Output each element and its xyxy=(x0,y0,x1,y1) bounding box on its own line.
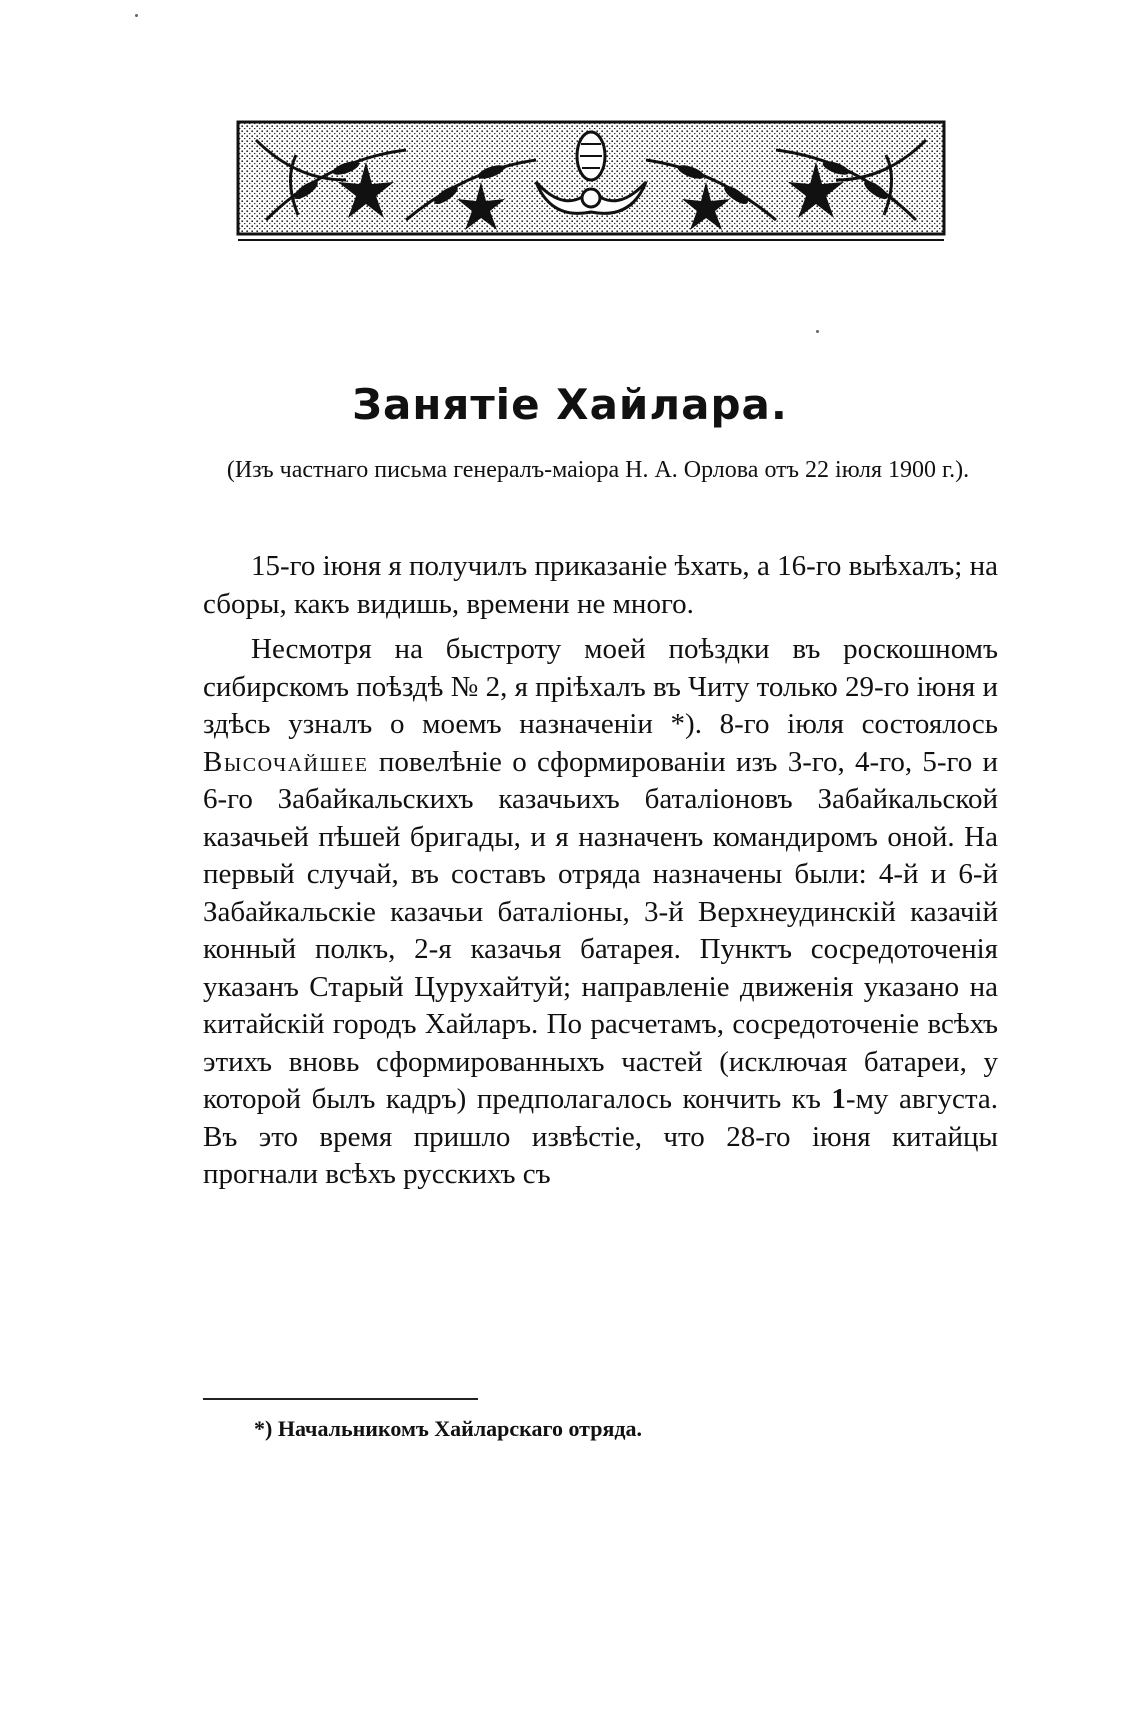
print-speck xyxy=(135,14,138,17)
footnote: *) Начальникомъ Хайларскаго отряда. xyxy=(254,1416,643,1441)
paragraph-2-part-a: Несмотря на быстроту моей поѣздки въ роскошномъ сибирскомъ поѣздѣ № 2, я пріѣхалъ въ Читу только 29-го іюня и здѣсь узналъ о моемъ назначеніи *). 8-го іюля состоялось xyxy=(203,633,998,740)
paragraph-2 xyxy=(203,631,998,1194)
paragraph-2-part-e: -му августа. Въ это время пришло извѣстіе, что 28-го іюня китайцы прогнали всѣхъ русскихъ съ xyxy=(203,1083,998,1190)
paragraph-1: 15-го іюня я получилъ приказаніе ѣхать, а 16-го выѣхалъ; на сборы, какъ видишь, времени не много. xyxy=(203,550,998,620)
print-speck xyxy=(816,330,819,333)
floral-ornament-icon xyxy=(236,120,946,244)
subtitle: (Изъ частнаго письма генералъ-маіора Н. А. Орлова отъ 22 іюля 1900 г.). xyxy=(226,457,970,483)
decorative-headpiece xyxy=(236,120,946,244)
main-text xyxy=(203,548,998,1194)
footnote-rule xyxy=(203,1398,478,1400)
highest-command-word: Высочайшее xyxy=(203,745,369,778)
paragraph-2-part-c: повелѣніе о сформированіи изъ 3-го, 4-го, 5-го и 6-го Забайкальскихъ казачьихъ баталіоновъ Забайкальской казачьей пѣшей бригады, и я назначенъ командиромъ оной. На первый случай, въ составъ отряда назначены были: 4-й и 6-й Забайкальскіе казачьи баталіоны, 3-й Верхнеудинскій казачій конный полкъ, 2-я казачья батарея. Пунктъ сосредоточенія указанъ Старый Цурухайтуй; направленіе движенія указано на китайскій городъ Хайларъ. По расчетамъ, сосредоточеніе всѣхъ этихъ вновь сформированныхъ частей (исключая батареи, у которой былъ кадръ) предполагалось кончить къ xyxy=(203,745,998,1115)
paragraph-2-part-d: 1 xyxy=(831,1083,846,1115)
page-title: Занятіе Хайлара. xyxy=(352,380,788,429)
